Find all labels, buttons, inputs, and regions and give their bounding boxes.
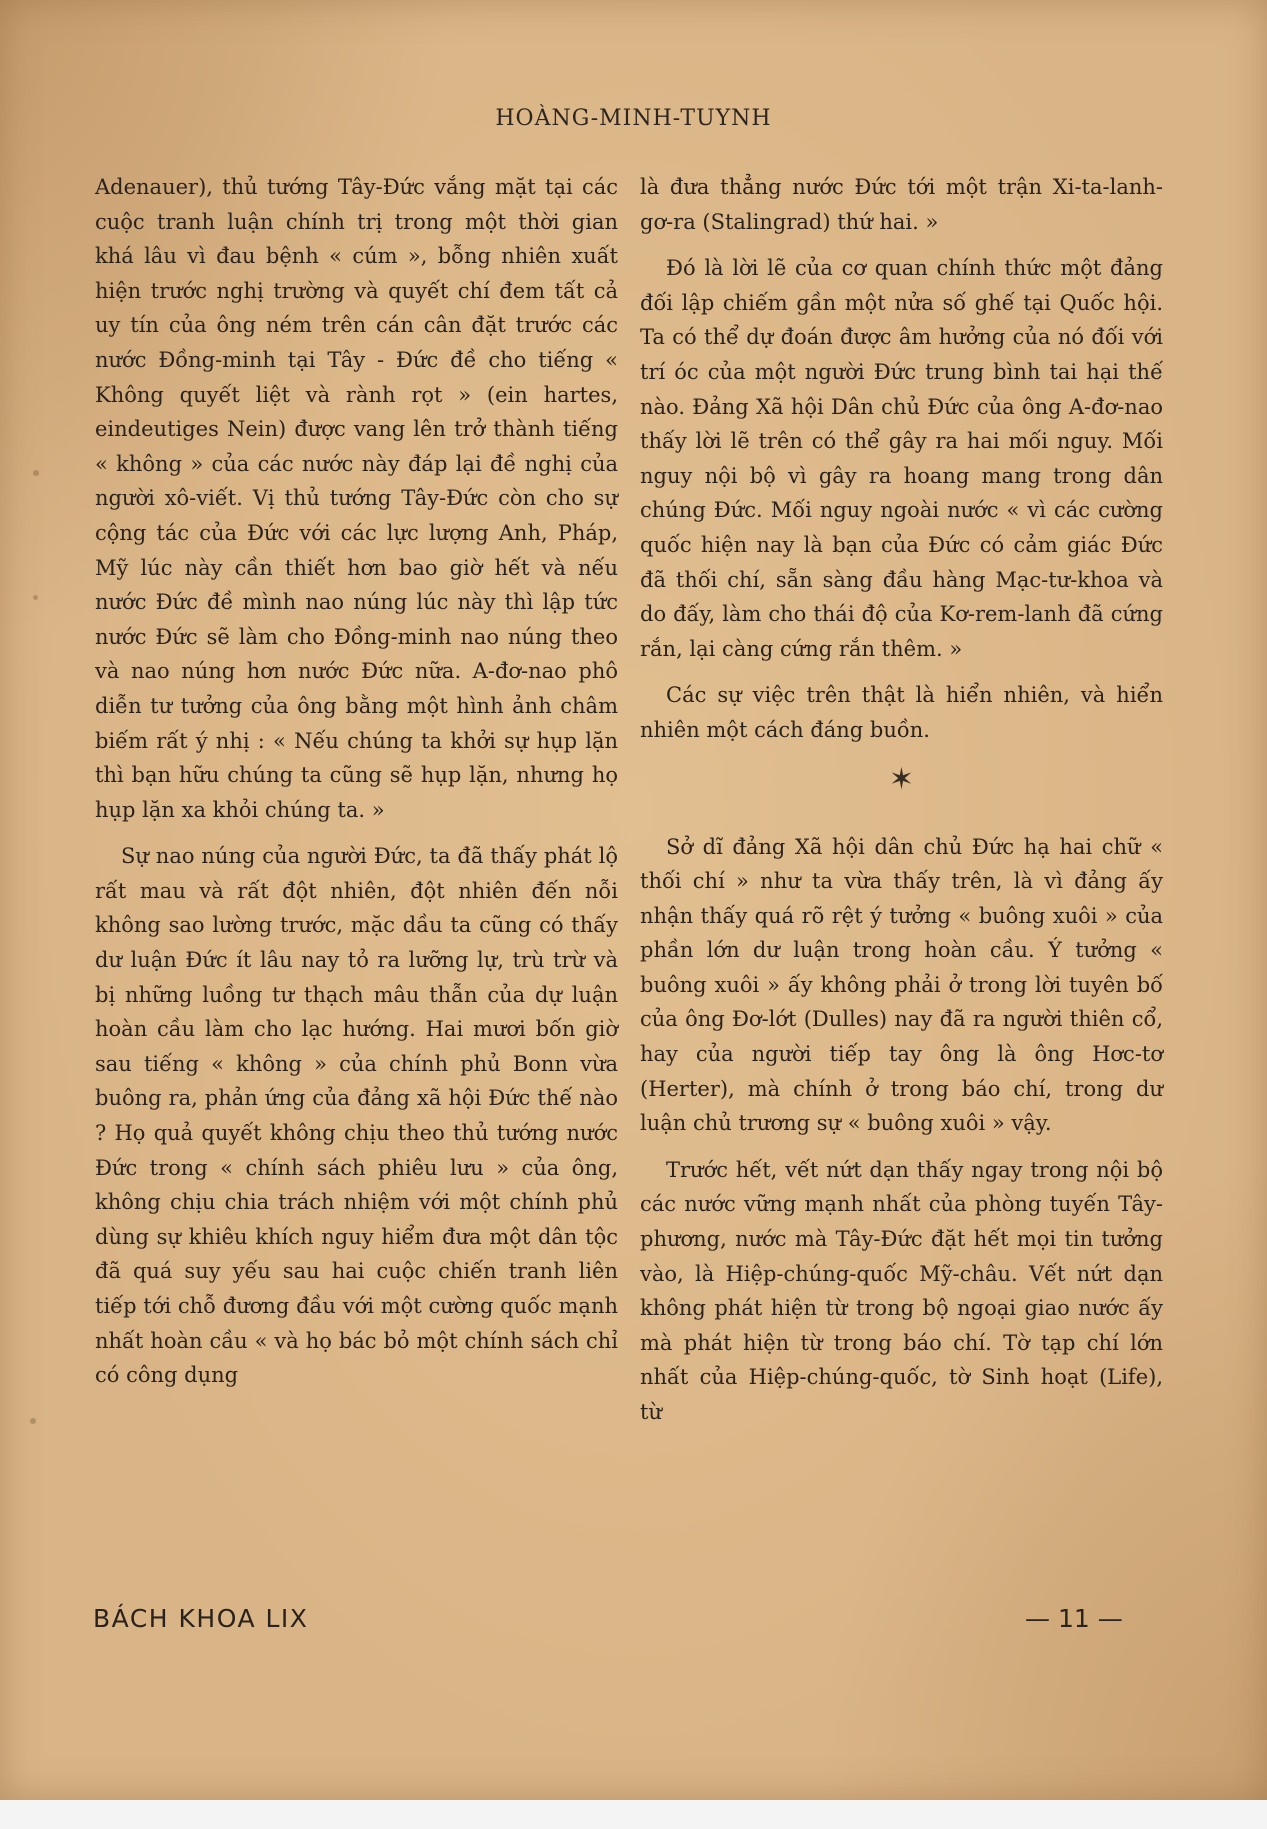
- left-column: [95, 170, 618, 1393]
- paper-stain: [33, 470, 39, 476]
- paragraph: Sự nao núng của người Đức, ta đã thấy phát lộ rất mau và rất đột nhiên, đột nhiên đến nỗi không sao lường trước, mặc dầu ta cũng có thấy dư luận Đức ít lâu nay tỏ ra lưỡng lự, trù trừ và bị những luồng tư thạch mâu thẫn của dự luận hoàn cầu làm cho lạc hướng. Hai mươi bốn giờ sau tiếng « không » của chính phủ Bonn vừa buông ra, phản ứng của đảng xã hội Đức thế nào ? Họ quả quyết không chịu theo thủ tướng nước Đức trong « chính sách phiêu lưu » của ông, không chịu chia trách nhiệm với một chính phủ dùng sự khiêu khích nguy hiểm đưa một dân tộc đã quá suy yếu sau hai cuộc chiến tranh liên tiếp tới chỗ đương đầu với một cường quốc mạnh nhất hoàn cầu « và họ bác bỏ một chính sách chỉ có công dụng: [95, 844, 618, 1388]
- paragraph: Sở dĩ đảng Xã hội dân chủ Đức hạ hai chữ « thối chí » như ta vừa thấy trên, là vì đảng ấy nhận thấy quá rõ rệt ý tưởng « buông xuôi » của phần lớn dư luận trong hoàn cầu. Ý tưởng « buông xuôi » ấy không phải ở trong lời tuyên bố của ông Đơ-lớt (Dulles) nay đã ra người thiên cổ, hay của người tiếp tay ông là ông Hơc-tơ (Herter), mà chính ở trong báo chí, trong dư luận chủ trương sự « buông xuôi » vậy.: [640, 834, 1163, 1136]
- right-column: [640, 170, 1163, 1430]
- paragraph: là đưa thẳng nước Đức tới một trận Xi-ta-lanh-gơ-ra (Stalingrad) thứ hai. »: [640, 175, 1163, 234]
- section-separator-star: ✶: [888, 761, 915, 797]
- paragraph: Adenauer), thủ tướng Tây-Đức vắng mặt tại các cuộc tranh luận chính trị trong một thời gian khá lâu vì đau bệnh « cúm », bỗng nhiên xuất hiện trước nghị trường và quyết chí đem tất cả uy tín của ông ném trên cán cân đặt trước các nước Đồng-minh tại Tây - Đức đề cho tiếng « Không quyết liệt và rành rọt » (ein hartes, eindeutiges Nein) được vang lên trở thành tiếng « không » của các nước này đáp lại đề nghị của người xô-viết. Vị thủ tướng Tây-Đức còn cho sự cộng tác của Đức với các lực lượng Anh, Pháp, Mỹ lúc này cần thiết hơn bao giờ hết và nếu nước Đức đề mình nao núng lúc này thì lập tức nước Đức sẽ làm cho Đồng-minh nao núng theo và nao núng hơn nước Đức nữa. A-đơ-nao phô diễn tư tưởng của ông bằng một hình ảnh châm biếm rất ý nhị : « Nếu chúng ta khởi sự hụp lặn thì bạn hữu chúng ta cũng sẽ hụp lặn, nhưng họ hụp lặn xa khỏi chúng ta. »: [95, 175, 618, 822]
- paper-stain: [33, 595, 38, 600]
- running-header: HOÀNG-MINH-TUYNH: [495, 106, 772, 131]
- paragraph: Đó là lời lẽ của cơ quan chính thức một đảng đối lập chiếm gần một nửa số ghế tại Quốc hội. Ta có thể dự đoán được âm hưởng của nó đối với trí óc của một người Đức trung bình tai hại thế nào. Đảng Xã hội Dân chủ Đức của ông A-đơ-nao thấy lời lẽ trên có thể gây ra hai mối nguy. Mối nguy nội bộ vì gây ra hoang mang trong dân chúng Đức. Mối nguy ngoài nước « vì các cường quốc hiện nay là bạn của Đức có cảm giác Đức đã thối chí, sẵn sàng đầu hàng Mạc-tư-khoa và do đấy, làm cho thái độ của Kơ-rem-lanh đã cứng rắn, lại càng cứng rắn thêm. »: [640, 256, 1163, 661]
- paragraph: Trước hết, vết nứt dạn thấy ngay trong nội bộ các nước vững mạnh nhất của phòng tuyến Tây-phương, nước mà Tây-Đức đặt hết mọi tin tưởng vào, là Hiệp-chúng-quốc Mỹ-châu. Vết nứt dạn không phát hiện từ trong bộ ngoại giao nước ấy mà phát hiện từ trong báo chí. Tờ tạp chí lớn nhất của Hiệp-chúng-quốc, tờ Sinh hoạt (Life), từ: [640, 1157, 1163, 1424]
- paragraph: Các sự việc trên thật là hiển nhiên, và hiển nhiên một cách đáng buồn.: [640, 683, 1163, 742]
- publication-name: BÁCH KHOA LIX: [93, 1604, 309, 1633]
- page-number: — 11 —: [1025, 1604, 1123, 1633]
- paper-stain: [30, 1418, 36, 1424]
